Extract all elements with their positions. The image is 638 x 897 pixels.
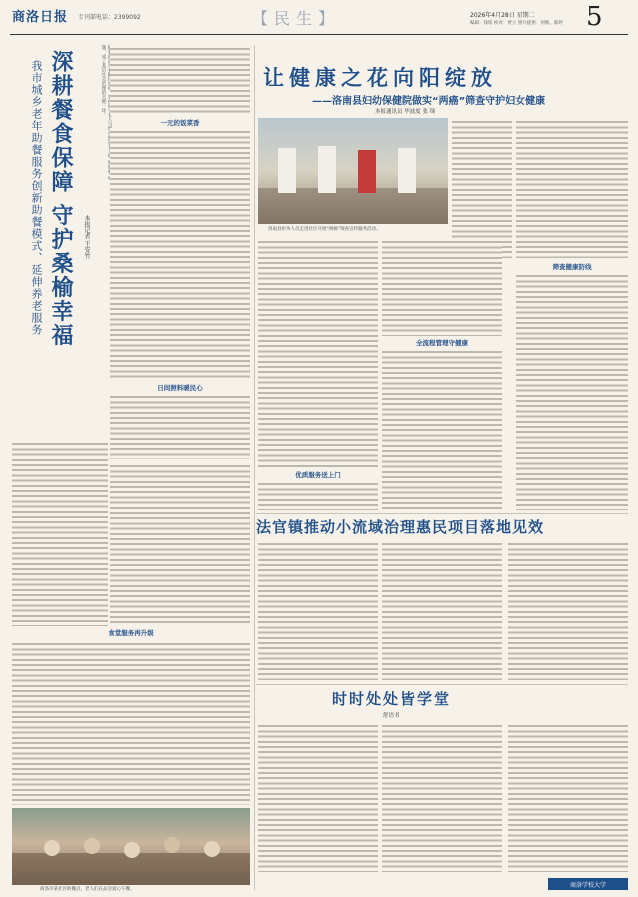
learn-body-text	[258, 722, 378, 872]
left-story-subhead: 我市城乡老年助餐服务创新助餐模式、延伸养老服务	[30, 60, 43, 336]
left-story-byline: 本报记者 王安竹	[83, 215, 90, 259]
section-title: 【民生】	[252, 9, 341, 28]
law-body-text	[382, 540, 502, 680]
left-body-text	[12, 640, 250, 805]
partner-logo: 商洛学校大学	[548, 878, 628, 890]
left-story-deck: 农村留守老人与城市独居老 题，成了基层社会治理的关键一环。	[101, 45, 112, 149]
top-body-text	[516, 118, 628, 258]
top-body-text	[382, 238, 502, 336]
left-story-headline: 深耕餐食保障 守护桑榆幸福	[48, 50, 73, 348]
law-body-text	[508, 540, 628, 680]
top-story-subhead: ——洛南县妇幼保健院做实“两癌”筛查守护妇女健康	[312, 96, 546, 107]
law-story-headline: 法官镇推动小流域治理惠民项目落地见效	[256, 518, 545, 536]
top-body-text	[258, 238, 378, 468]
top-subheading-2: 全流程管理守健康	[416, 339, 468, 347]
left-subheading-3: 食堂服务再升级	[108, 629, 154, 637]
photo-illustration	[258, 118, 448, 224]
top-subheading-1: 优质服务送上门	[295, 471, 341, 479]
learn-story-headline: 时时处处皆学堂	[332, 690, 452, 708]
left-subheading-2: 日间照料暖民心	[157, 384, 203, 392]
editor-credits: 编辑：钱铭 校对：贾立 照片提供：何维、陈婷	[470, 21, 563, 26]
section-divider	[256, 684, 628, 685]
masthead-phone: 专刊部电话：2399092	[78, 14, 141, 21]
left-story-photo	[12, 808, 250, 885]
top-photo-caption: 洛南县医务人员走进社区开展“两癌”筛查宣传服务活动。	[268, 227, 381, 232]
issue-date: 2026年4月28日 星期二	[470, 12, 535, 19]
top-story-photo	[258, 118, 448, 224]
law-body-text	[258, 540, 378, 680]
top-subheading-3: 筛查健康防线	[552, 263, 592, 271]
top-body-text	[516, 272, 628, 510]
left-body-text	[110, 462, 250, 626]
left-body-text	[110, 128, 250, 378]
top-story-headline: 让健康之花向阳绽放	[263, 66, 497, 90]
photo-illustration	[12, 808, 250, 885]
left-body-text	[110, 45, 250, 115]
learn-body-text	[508, 722, 628, 872]
learn-body-text	[382, 722, 502, 872]
top-body-text	[382, 348, 502, 510]
left-body-text	[110, 393, 250, 459]
section-divider	[256, 513, 628, 514]
header-divider	[10, 34, 628, 35]
page-number: 5	[586, 2, 603, 32]
learn-story-byline: 舒语书	[383, 713, 400, 719]
column-divider	[254, 45, 255, 890]
left-photo-caption: 商洛市某社区助餐点，老人们在品尝爱心午餐。	[40, 887, 135, 892]
left-subheading-1: 一元的饭菜香	[160, 119, 200, 127]
left-body-text	[12, 440, 108, 626]
top-body-text	[258, 480, 378, 510]
top-story-byline: 本报通讯员 毕波度 张 锦	[375, 109, 436, 115]
masthead-logo: 商洛日报	[12, 10, 69, 25]
top-body-text	[452, 118, 512, 258]
